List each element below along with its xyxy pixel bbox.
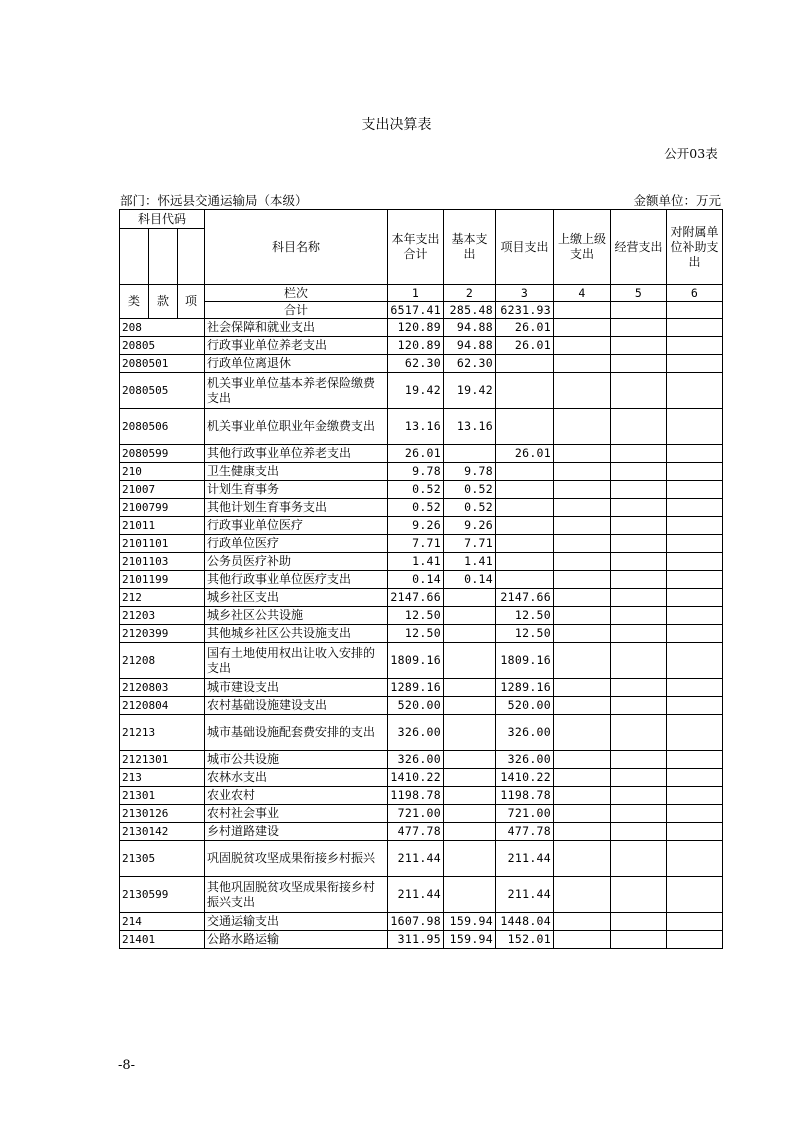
table-row [120, 481, 723, 499]
row-code: 21401 [120, 931, 205, 949]
row-col1: 13.16 [388, 409, 444, 445]
row-col6 [667, 607, 723, 625]
row-col6 [667, 445, 723, 463]
table-row [120, 373, 723, 409]
column-number-3: 3 [496, 285, 554, 302]
row-col3: 1289.16 [496, 679, 554, 697]
header-col4: 上缴上级支出 [554, 210, 611, 285]
row-col2: 159.94 [444, 913, 496, 931]
row-col3: 1809.16 [496, 643, 554, 679]
row-col1: 120.89 [388, 319, 444, 337]
row-name: 城市基础设施配套费安排的支出 [205, 715, 388, 751]
row-col4 [554, 643, 611, 679]
row-col2: 0.52 [444, 481, 496, 499]
table-row [120, 355, 723, 373]
row-col6 [667, 841, 723, 877]
row-col1: 62.30 [388, 355, 444, 373]
row-col2 [444, 445, 496, 463]
header-blank-lei [120, 229, 149, 285]
row-col3: 721.00 [496, 805, 554, 823]
row-col6 [667, 319, 723, 337]
row-col3 [496, 373, 554, 409]
row-code: 2120399 [120, 625, 205, 643]
row-col6 [667, 481, 723, 499]
row-name: 其他计划生育事务支出 [205, 499, 388, 517]
row-col5 [611, 535, 667, 553]
row-col2 [444, 589, 496, 607]
table-row [120, 697, 723, 715]
row-col5 [611, 499, 667, 517]
row-col4 [554, 823, 611, 841]
table-row [120, 823, 723, 841]
row-col6 [667, 463, 723, 481]
row-col1: 326.00 [388, 715, 444, 751]
amount-unit-label: 金额单位：万元 [633, 193, 721, 208]
row-code: 2080501 [120, 355, 205, 373]
row-col5 [611, 553, 667, 571]
header-col1: 本年支出合计 [388, 210, 444, 285]
row-col6 [667, 409, 723, 445]
row-col6 [667, 931, 723, 949]
row-col4 [554, 463, 611, 481]
row-col5 [611, 877, 667, 913]
row-code: 21208 [120, 643, 205, 679]
row-col6 [667, 499, 723, 517]
row-col4 [554, 571, 611, 589]
row-code: 212 [120, 589, 205, 607]
row-col3 [496, 499, 554, 517]
row-col6 [667, 535, 723, 553]
row-col3: 2147.66 [496, 589, 554, 607]
row-col6 [667, 337, 723, 355]
row-col5 [611, 517, 667, 535]
row-name: 城市建设支出 [205, 679, 388, 697]
row-code: 2080506 [120, 409, 205, 445]
table-row [120, 499, 723, 517]
table-row [120, 931, 723, 949]
row-col6 [667, 805, 723, 823]
row-col4 [554, 913, 611, 931]
row-code: 21213 [120, 715, 205, 751]
row-code: 21305 [120, 841, 205, 877]
row-col2 [444, 643, 496, 679]
row-code: 210 [120, 463, 205, 481]
row-col2: 0.14 [444, 571, 496, 589]
row-col1: 1.41 [388, 553, 444, 571]
table-row [120, 913, 723, 931]
row-col3: 211.44 [496, 877, 554, 913]
row-name: 农业农村 [205, 787, 388, 805]
total-col2: 285.48 [444, 302, 496, 319]
row-code: 2080599 [120, 445, 205, 463]
table-row [120, 787, 723, 805]
table-row [120, 553, 723, 571]
row-col6 [667, 877, 723, 913]
row-code: 20805 [120, 337, 205, 355]
row-col5 [611, 823, 667, 841]
row-col2 [444, 769, 496, 787]
table-row [120, 751, 723, 769]
row-col2: 94.88 [444, 337, 496, 355]
row-col2 [444, 679, 496, 697]
table-row [120, 337, 723, 355]
row-col5 [611, 841, 667, 877]
header-xiang: 项 [178, 285, 205, 319]
row-col4 [554, 535, 611, 553]
row-col6 [667, 571, 723, 589]
row-col1: 721.00 [388, 805, 444, 823]
row-col5 [611, 319, 667, 337]
table-row [120, 625, 723, 643]
row-code: 2100799 [120, 499, 205, 517]
table-row [120, 679, 723, 697]
row-col3: 1410.22 [496, 769, 554, 787]
row-name: 计划生育事务 [205, 481, 388, 499]
row-code: 214 [120, 913, 205, 931]
row-col4 [554, 787, 611, 805]
total-col5 [611, 302, 667, 319]
row-col1: 1410.22 [388, 769, 444, 787]
department-label: 部门：怀远县交通运输局（本级） [120, 193, 308, 208]
row-col6 [667, 589, 723, 607]
page-number: -8- [118, 1058, 136, 1073]
row-col2: 0.52 [444, 499, 496, 517]
row-col5 [611, 445, 667, 463]
row-col1: 1198.78 [388, 787, 444, 805]
row-col4 [554, 481, 611, 499]
row-col6 [667, 355, 723, 373]
row-col6 [667, 625, 723, 643]
row-col6 [667, 553, 723, 571]
row-col3: 520.00 [496, 697, 554, 715]
row-code: 2120804 [120, 697, 205, 715]
row-col4 [554, 625, 611, 643]
row-col3 [496, 571, 554, 589]
column-number-2: 2 [444, 285, 496, 302]
row-col3: 1198.78 [496, 787, 554, 805]
table-row [120, 463, 723, 481]
row-col2 [444, 787, 496, 805]
row-name: 乡村道路建设 [205, 823, 388, 841]
row-col1: 0.52 [388, 481, 444, 499]
row-col4 [554, 877, 611, 913]
row-col3: 1448.04 [496, 913, 554, 931]
row-col6 [667, 517, 723, 535]
row-col4 [554, 373, 611, 409]
row-col5 [611, 373, 667, 409]
row-col4 [554, 805, 611, 823]
row-col2: 9.26 [444, 517, 496, 535]
row-code: 2130599 [120, 877, 205, 913]
row-col1: 19.42 [388, 373, 444, 409]
row-col1: 211.44 [388, 877, 444, 913]
header-blank-kuan [149, 229, 178, 285]
header-col6: 对附属单位补助支出 [667, 210, 723, 285]
row-col1: 0.14 [388, 571, 444, 589]
row-col2: 1.41 [444, 553, 496, 571]
row-col4 [554, 697, 611, 715]
row-col1: 0.52 [388, 499, 444, 517]
row-col3: 12.50 [496, 607, 554, 625]
row-col5 [611, 571, 667, 589]
row-col2: 62.30 [444, 355, 496, 373]
row-col6 [667, 679, 723, 697]
row-name: 行政单位离退休 [205, 355, 388, 373]
row-col1: 1607.98 [388, 913, 444, 931]
header-code-group: 科目代码 [120, 210, 205, 229]
row-col5 [611, 679, 667, 697]
row-col4 [554, 499, 611, 517]
column-number-4: 4 [554, 285, 611, 302]
header-col3: 项目支出 [496, 210, 554, 285]
row-code: 21011 [120, 517, 205, 535]
row-name: 其他行政事业单位养老支出 [205, 445, 388, 463]
total-col6 [667, 302, 723, 319]
table-row [120, 877, 723, 913]
column-number-1: 1 [388, 285, 444, 302]
table-row [120, 643, 723, 679]
row-col5 [611, 751, 667, 769]
row-name: 巩固脱贫攻坚成果衔接乡村振兴 [205, 841, 388, 877]
header-blank-xiang [178, 229, 205, 285]
row-name: 行政单位医疗 [205, 535, 388, 553]
row-col5 [611, 787, 667, 805]
table-row [120, 715, 723, 751]
row-col2 [444, 805, 496, 823]
row-col4 [554, 517, 611, 535]
row-name: 农村社会事业 [205, 805, 388, 823]
row-code: 2101101 [120, 535, 205, 553]
row-col2 [444, 823, 496, 841]
row-col4 [554, 553, 611, 571]
table-row [120, 769, 723, 787]
page-title: 支出决算表 [361, 117, 432, 133]
row-col4 [554, 715, 611, 751]
row-col3 [496, 409, 554, 445]
row-col1: 2147.66 [388, 589, 444, 607]
row-col2 [444, 877, 496, 913]
row-col1: 7.71 [388, 535, 444, 553]
row-col4 [554, 319, 611, 337]
row-name: 行政事业单位养老支出 [205, 337, 388, 355]
row-name: 交通运输支出 [205, 913, 388, 931]
header-kuan: 款 [149, 285, 178, 319]
row-col5 [611, 409, 667, 445]
row-col5 [611, 769, 667, 787]
column-number-5: 5 [611, 285, 667, 302]
row-name: 其他城乡社区公共设施支出 [205, 625, 388, 643]
row-col6 [667, 643, 723, 679]
row-col6 [667, 769, 723, 787]
table-row [120, 535, 723, 553]
row-col4 [554, 841, 611, 877]
row-col1: 1809.16 [388, 643, 444, 679]
row-col5 [611, 481, 667, 499]
row-col1: 311.95 [388, 931, 444, 949]
row-col5 [611, 643, 667, 679]
row-col4 [554, 769, 611, 787]
row-col1: 120.89 [388, 337, 444, 355]
row-code: 21007 [120, 481, 205, 499]
total-label: 合计 [205, 302, 388, 319]
row-col5 [611, 697, 667, 715]
row-col5 [611, 355, 667, 373]
row-col5 [611, 931, 667, 949]
table-row [120, 841, 723, 877]
row-col6 [667, 715, 723, 751]
row-code: 2120803 [120, 679, 205, 697]
row-col6 [667, 787, 723, 805]
row-col6 [667, 751, 723, 769]
row-code: 21301 [120, 787, 205, 805]
row-col4 [554, 409, 611, 445]
row-col6 [667, 697, 723, 715]
row-col1: 477.78 [388, 823, 444, 841]
row-name: 农村基础设施建设支出 [205, 697, 388, 715]
row-col1: 326.00 [388, 751, 444, 769]
row-col1: 12.50 [388, 625, 444, 643]
table-row [120, 517, 723, 535]
row-col1: 26.01 [388, 445, 444, 463]
table-row [120, 445, 723, 463]
row-name: 城乡社区公共设施 [205, 607, 388, 625]
row-code: 2130126 [120, 805, 205, 823]
row-col5 [611, 715, 667, 751]
row-col2: 159.94 [444, 931, 496, 949]
row-col1: 12.50 [388, 607, 444, 625]
row-name: 机关事业单位基本养老保险缴费支出 [205, 373, 388, 409]
row-code: 2080505 [120, 373, 205, 409]
row-col2 [444, 841, 496, 877]
row-col3: 211.44 [496, 841, 554, 877]
row-col2: 9.78 [444, 463, 496, 481]
row-col3 [496, 535, 554, 553]
row-col3: 326.00 [496, 751, 554, 769]
table-row [120, 607, 723, 625]
header-col5: 经营支出 [611, 210, 667, 285]
row-name: 农林水支出 [205, 769, 388, 787]
header-col2: 基本支出 [444, 210, 496, 285]
table-row [120, 571, 723, 589]
row-code: 213 [120, 769, 205, 787]
row-col3: 326.00 [496, 715, 554, 751]
expenditure-table [119, 209, 723, 949]
row-col2: 7.71 [444, 535, 496, 553]
column-number-6: 6 [667, 285, 723, 302]
row-col5 [611, 337, 667, 355]
row-col5 [611, 589, 667, 607]
row-col2 [444, 625, 496, 643]
row-col3: 26.01 [496, 319, 554, 337]
row-col4 [554, 589, 611, 607]
table-row [120, 409, 723, 445]
row-name: 城市公共设施 [205, 751, 388, 769]
row-name: 公路水路运输 [205, 931, 388, 949]
row-name: 国有土地使用权出让收入安排的支出 [205, 643, 388, 679]
row-col4 [554, 931, 611, 949]
table-row [120, 589, 723, 607]
row-col4 [554, 679, 611, 697]
row-col5 [611, 463, 667, 481]
row-col5 [611, 625, 667, 643]
row-code: 2130142 [120, 823, 205, 841]
row-col6 [667, 373, 723, 409]
row-name: 社会保障和就业支出 [205, 319, 388, 337]
table-row [120, 319, 723, 337]
row-col2 [444, 697, 496, 715]
row-col3 [496, 553, 554, 571]
row-col1: 211.44 [388, 841, 444, 877]
row-col4 [554, 355, 611, 373]
row-code: 2101103 [120, 553, 205, 571]
row-col4 [554, 337, 611, 355]
row-code: 21203 [120, 607, 205, 625]
row-code: 2101199 [120, 571, 205, 589]
row-col6 [667, 913, 723, 931]
row-col3: 477.78 [496, 823, 554, 841]
row-col3 [496, 355, 554, 373]
header-name: 科目名称 [205, 210, 388, 285]
row-col2: 13.16 [444, 409, 496, 445]
row-name: 其他巩固脱贫攻坚成果衔接乡村振兴支出 [205, 877, 388, 913]
row-name: 公务员医疗补助 [205, 553, 388, 571]
total-col1: 6517.41 [388, 302, 444, 319]
header-lanci: 栏次 [205, 285, 388, 302]
row-col3 [496, 517, 554, 535]
row-col2 [444, 607, 496, 625]
row-col5 [611, 913, 667, 931]
header-lei: 类 [120, 285, 149, 319]
row-name: 城乡社区支出 [205, 589, 388, 607]
row-col4 [554, 445, 611, 463]
form-code: 公开03表 [664, 146, 718, 161]
row-name: 行政事业单位医疗 [205, 517, 388, 535]
row-col1: 1289.16 [388, 679, 444, 697]
row-col4 [554, 607, 611, 625]
row-col2 [444, 715, 496, 751]
row-col5 [611, 805, 667, 823]
row-code: 208 [120, 319, 205, 337]
row-col2: 94.88 [444, 319, 496, 337]
row-col3: 152.01 [496, 931, 554, 949]
row-col3 [496, 481, 554, 499]
total-col4 [554, 302, 611, 319]
row-col5 [611, 607, 667, 625]
row-col3: 26.01 [496, 337, 554, 355]
total-col3: 6231.93 [496, 302, 554, 319]
row-col2 [444, 751, 496, 769]
row-code: 2121301 [120, 751, 205, 769]
row-col1: 520.00 [388, 697, 444, 715]
row-col3: 12.50 [496, 625, 554, 643]
row-col4 [554, 751, 611, 769]
row-name: 机关事业单位职业年金缴费支出 [205, 409, 388, 445]
row-col2: 19.42 [444, 373, 496, 409]
row-col6 [667, 823, 723, 841]
table-row [120, 805, 723, 823]
row-col1: 9.78 [388, 463, 444, 481]
row-name: 卫生健康支出 [205, 463, 388, 481]
row-name: 其他行政事业单位医疗支出 [205, 571, 388, 589]
row-col1: 9.26 [388, 517, 444, 535]
row-col3: 26.01 [496, 445, 554, 463]
row-col3 [496, 463, 554, 481]
